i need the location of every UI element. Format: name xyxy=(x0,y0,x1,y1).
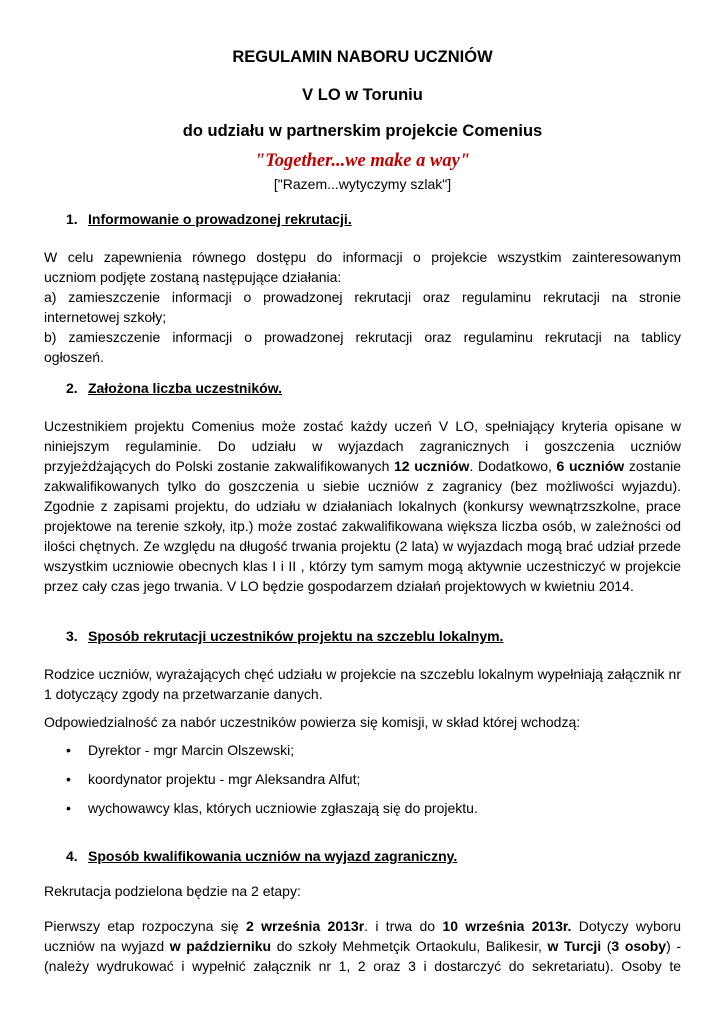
section-title: Sposób rekrutacji uczestników projektu na szczeblu lokalnym. xyxy=(88,628,504,644)
text: Pierwszy etap rozpoczyna się xyxy=(44,918,246,934)
text: ) - xyxy=(666,938,682,954)
section-4-heading xyxy=(66,848,457,864)
bold-date: 2 września 2013r xyxy=(246,918,365,934)
section-1-body xyxy=(44,247,681,367)
paragraph-line xyxy=(44,916,681,936)
paragraph-line: uczniom podjęte zostaną następujące działania: xyxy=(44,269,342,285)
section-title: Sposób kwalifikowania uczniów na wyjazd zagraniczny. xyxy=(88,848,458,864)
paragraph-line: internetowej szkoły; xyxy=(44,309,167,325)
list-item xyxy=(66,800,478,816)
bold-text: 6 uczniów xyxy=(556,458,625,474)
section-number: 3. xyxy=(66,628,78,644)
bold-text: 3 osoby xyxy=(611,938,667,954)
section-3-paragraph-2: Odpowiedzialność za nabór uczestników powierza się komisji, w skład której wchodzą: xyxy=(44,714,581,730)
paragraph-line: b) zamieszczenie informacji o prowadzonej rekrutacji oraz regulaminu rekrutacji na tablicy xyxy=(44,329,681,345)
section-1-heading xyxy=(66,211,352,227)
section-2-heading xyxy=(66,380,282,396)
paragraph-line: (należy wydrukować i wypełnić załącznik nr 1, 2 oraz 3 i dostarczyć do sekretariatu). Osoby te xyxy=(44,958,681,974)
section-2-body xyxy=(44,416,681,596)
text: . i trwa do xyxy=(364,918,443,934)
text: ( xyxy=(601,938,612,954)
section-3-paragraph-1: Rodzice uczniów, wyrażających chęć udziału w projekcie na szczeblu lokalnym wypełniają załącznik nr 1 dotyczący zgody na przetwarzanie danych. xyxy=(44,666,681,702)
list-item xyxy=(66,771,360,787)
list-item-text: Dyrektor - mgr Marcin Olszewski; xyxy=(88,742,295,758)
paragraph-line: W celu zapewnienia równego dostępu do informacji o projekcie wszystkim zainteresowanym xyxy=(44,249,681,265)
section-3-heading xyxy=(66,628,503,644)
bold-text: w październiku xyxy=(169,938,272,954)
paragraph-line: a) zamieszczenie informacji o prowadzonej rekrutacji oraz regulaminu rekrutacji na stronie xyxy=(44,289,681,305)
bullet-icon: • xyxy=(66,800,71,816)
section-number: 4. xyxy=(66,848,78,864)
section-4-paragraph-1: Rekrutacja podzielona będzie na 2 etapy: xyxy=(44,883,301,899)
list-item-text: wychowawcy klas, których uczniowie zgłaszają się do projektu. xyxy=(88,800,478,816)
bullet-icon: • xyxy=(66,771,71,787)
paragraph-text: Uczestnikiem projektu Comenius może zostać każdy uczeń V LO, spełniający kryteria opisane w niniejszym regulaminie. Do udziału w wyjazdach zagranicznych i goszczenia uczniów przyjeżdżających do Polski zostanie zakwalifikowanych xyxy=(44,418,681,474)
section-4-paragraph-2 xyxy=(44,916,681,976)
list-item xyxy=(66,742,294,758)
project-motto-translation: ["Razem...wytyczymy szlak"] xyxy=(273,176,452,192)
paragraph-text: zostanie zakwalifikowanych tylko do goszczenia u siebie uczniów z zagranicy (bez możliwości wyjazdu). Zgodnie z zapisami projektu, do udziału w działaniach lokalnych (konkursy wewnątrzszkolne, prace projektowe na terenie szkoły, itp.) może zostać zakwalifikowana większa liczba osób, w zależności od ilości chętnych. Ze względu na długość trwania projektu (2 lata) w wyjazdach mogą brać udział przede wszystkim uczniowie obecnych klas I i II , którzy tym samym mogą aktywnie uczestniczyć w projekcie przez cały czas jego trwania. V LO będzie gospodarzem działań projektowych w kwietniu 2014. xyxy=(44,458,681,594)
text: uczniów na wyjazd xyxy=(44,938,170,954)
text: Dotyczy wyboru xyxy=(571,918,681,934)
bold-text: w Turcji xyxy=(547,938,602,954)
project-motto: "Together...we make a way" xyxy=(254,151,471,171)
bullet-icon: • xyxy=(66,742,71,758)
bold-date: 10 września 2013r. xyxy=(442,918,572,934)
school-name: V LO w Toruniu xyxy=(302,86,423,104)
bold-text: 12 uczniów xyxy=(394,458,470,474)
project-subtitle: do udziału w partnerskim projekcie Comenius xyxy=(182,122,543,140)
list-item-text: koordynator projektu - mgr Aleksandra Alfut; xyxy=(88,771,361,787)
paragraph-line xyxy=(44,936,681,956)
section-number: 1. xyxy=(66,211,78,227)
paragraph-text: . Dodatkowo, xyxy=(469,458,557,474)
section-number: 2. xyxy=(66,380,78,396)
document-title: REGULAMIN NABORU UCZNIÓW xyxy=(232,48,493,66)
section-title: Założona liczba uczestników. xyxy=(88,380,282,396)
paragraph-line: ogłoszeń. xyxy=(44,349,104,365)
text: do szkoły Mehmetçik Ortaokulu, Balikesir, xyxy=(271,938,548,954)
section-title: Informowanie o prowadzonej rekrutacji. xyxy=(88,211,352,227)
